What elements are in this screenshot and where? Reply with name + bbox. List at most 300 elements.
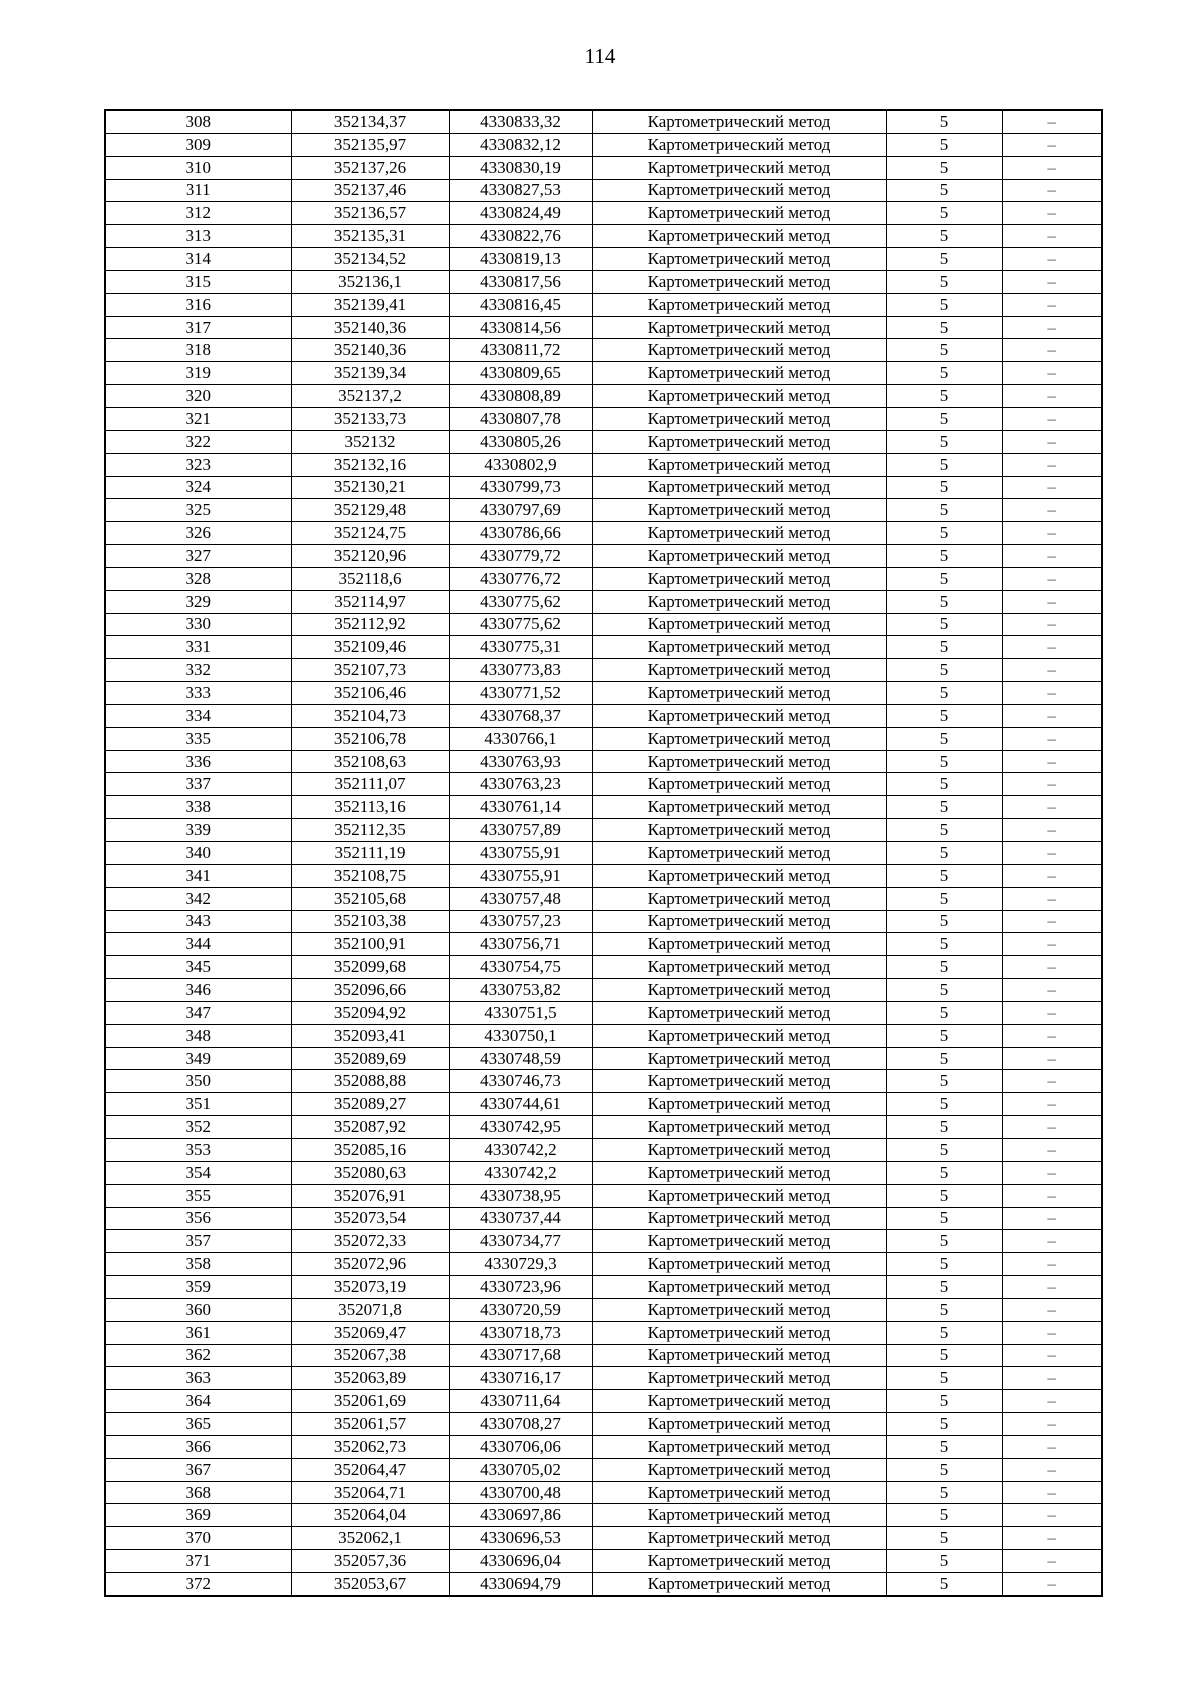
note-cell: – [1002,819,1102,842]
note-cell: – [1002,1435,1102,1458]
accuracy-cell: 5 [886,1458,1002,1481]
table-row [105,316,1102,339]
method-cell: Картометрический метод [592,430,886,453]
x-coordinate-cell: 352139,34 [291,362,449,385]
accuracy-cell: 5 [886,1161,1002,1184]
method-cell: Картометрический метод [592,362,886,385]
table-row [105,1184,1102,1207]
accuracy-cell: 5 [886,430,1002,453]
point-number-cell: 313 [105,225,291,248]
x-coordinate-cell: 352089,27 [291,1093,449,1116]
table-row [105,1253,1102,1276]
x-coordinate-cell: 352124,75 [291,522,449,545]
method-cell: Картометрический метод [592,133,886,156]
y-coordinate-cell: 4330773,83 [449,659,592,682]
method-cell: Картометрический метод [592,1047,886,1070]
accuracy-cell: 5 [886,1138,1002,1161]
y-coordinate-cell: 4330723,96 [449,1276,592,1299]
table-row [105,339,1102,362]
accuracy-cell: 5 [886,1093,1002,1116]
note-cell: – [1002,522,1102,545]
x-coordinate-cell: 352118,6 [291,567,449,590]
note-cell: – [1002,1298,1102,1321]
point-number-cell: 365 [105,1413,291,1436]
y-coordinate-cell: 4330744,61 [449,1093,592,1116]
x-coordinate-cell: 352062,73 [291,1435,449,1458]
table-row [105,1435,1102,1458]
table-row [105,727,1102,750]
point-number-cell: 364 [105,1390,291,1413]
accuracy-cell: 5 [886,1001,1002,1024]
point-number-cell: 358 [105,1253,291,1276]
method-cell: Картометрический метод [592,796,886,819]
table-row [105,1276,1102,1299]
y-coordinate-cell: 4330755,91 [449,864,592,887]
table-row [105,1321,1102,1344]
method-cell: Картометрический метод [592,545,886,568]
method-cell: Картометрический метод [592,225,886,248]
method-cell: Картометрический метод [592,819,886,842]
x-coordinate-cell: 352071,8 [291,1298,449,1321]
table-row [105,1550,1102,1573]
y-coordinate-cell: 4330718,73 [449,1321,592,1344]
table-row [105,453,1102,476]
method-cell: Картометрический метод [592,499,886,522]
note-cell: – [1002,1550,1102,1573]
note-cell: – [1002,796,1102,819]
accuracy-cell: 5 [886,636,1002,659]
y-coordinate-cell: 4330771,52 [449,682,592,705]
note-cell: – [1002,1230,1102,1253]
method-cell: Картометрический метод [592,453,886,476]
method-cell: Картометрический метод [592,385,886,408]
point-number-cell: 350 [105,1070,291,1093]
note-cell: – [1002,407,1102,430]
accuracy-cell: 5 [886,1207,1002,1230]
coordinates-table-body [105,110,1102,1596]
table-row [105,682,1102,705]
point-number-cell: 328 [105,567,291,590]
accuracy-cell: 5 [886,659,1002,682]
method-cell: Картометрический метод [592,476,886,499]
point-number-cell: 336 [105,750,291,773]
method-cell: Картометрический метод [592,1504,886,1527]
note-cell: – [1002,179,1102,202]
table-row [105,1527,1102,1550]
table-row [105,1093,1102,1116]
note-cell: – [1002,202,1102,225]
x-coordinate-cell: 352072,33 [291,1230,449,1253]
table-row [105,842,1102,865]
note-cell: – [1002,1001,1102,1024]
accuracy-cell: 5 [886,133,1002,156]
y-coordinate-cell: 4330775,62 [449,613,592,636]
y-coordinate-cell: 4330775,62 [449,590,592,613]
point-number-cell: 317 [105,316,291,339]
point-number-cell: 342 [105,887,291,910]
method-cell: Картометрический метод [592,590,886,613]
table-row [105,1413,1102,1436]
y-coordinate-cell: 4330748,59 [449,1047,592,1070]
table-row [105,293,1102,316]
method-cell: Картометрический метод [592,1573,886,1596]
method-cell: Картометрический метод [592,1298,886,1321]
point-number-cell: 368 [105,1481,291,1504]
y-coordinate-cell: 4330697,86 [449,1504,592,1527]
x-coordinate-cell: 352111,07 [291,773,449,796]
accuracy-cell: 5 [886,956,1002,979]
method-cell: Картометрический метод [592,864,886,887]
x-coordinate-cell: 352140,36 [291,316,449,339]
note-cell: – [1002,499,1102,522]
y-coordinate-cell: 4330700,48 [449,1481,592,1504]
accuracy-cell: 5 [886,179,1002,202]
x-coordinate-cell: 352088,88 [291,1070,449,1093]
accuracy-cell: 5 [886,362,1002,385]
point-number-cell: 321 [105,407,291,430]
note-cell: – [1002,545,1102,568]
accuracy-cell: 5 [886,248,1002,271]
x-coordinate-cell: 352061,69 [291,1390,449,1413]
point-number-cell: 371 [105,1550,291,1573]
x-coordinate-cell: 352120,96 [291,545,449,568]
table-row [105,1138,1102,1161]
point-number-cell: 334 [105,704,291,727]
x-coordinate-cell: 352107,73 [291,659,449,682]
table-row [105,270,1102,293]
table-row [105,522,1102,545]
x-coordinate-cell: 352104,73 [291,704,449,727]
accuracy-cell: 5 [886,819,1002,842]
table-row [105,864,1102,887]
y-coordinate-cell: 4330734,77 [449,1230,592,1253]
y-coordinate-cell: 4330808,89 [449,385,592,408]
table-row [105,590,1102,613]
y-coordinate-cell: 4330757,23 [449,910,592,933]
x-coordinate-cell: 352106,78 [291,727,449,750]
table-row [105,1230,1102,1253]
note-cell: – [1002,659,1102,682]
note-cell: – [1002,682,1102,705]
note-cell: – [1002,864,1102,887]
x-coordinate-cell: 352087,92 [291,1116,449,1139]
x-coordinate-cell: 352108,63 [291,750,449,773]
point-number-cell: 322 [105,430,291,453]
accuracy-cell: 5 [886,910,1002,933]
accuracy-cell: 5 [886,842,1002,865]
y-coordinate-cell: 4330757,89 [449,819,592,842]
y-coordinate-cell: 4330751,5 [449,1001,592,1024]
method-cell: Картометрический метод [592,910,886,933]
method-cell: Картометрический метод [592,1527,886,1550]
x-coordinate-cell: 352134,52 [291,248,449,271]
y-coordinate-cell: 4330742,2 [449,1138,592,1161]
x-coordinate-cell: 352112,92 [291,613,449,636]
point-number-cell: 324 [105,476,291,499]
table-row [105,750,1102,773]
x-coordinate-cell: 352093,41 [291,1024,449,1047]
y-coordinate-cell: 4330814,56 [449,316,592,339]
table-row [105,1504,1102,1527]
accuracy-cell: 5 [886,270,1002,293]
y-coordinate-cell: 4330737,44 [449,1207,592,1230]
point-number-cell: 341 [105,864,291,887]
point-number-cell: 366 [105,1435,291,1458]
accuracy-cell: 5 [886,407,1002,430]
table-row [105,1367,1102,1390]
table-row [105,133,1102,156]
method-cell: Картометрический метод [592,956,886,979]
accuracy-cell: 5 [886,385,1002,408]
y-coordinate-cell: 4330779,72 [449,545,592,568]
accuracy-cell: 5 [886,1504,1002,1527]
table-row [105,567,1102,590]
point-number-cell: 339 [105,819,291,842]
note-cell: – [1002,1070,1102,1093]
method-cell: Картометрический метод [592,1161,886,1184]
table-row [105,1390,1102,1413]
method-cell: Картометрический метод [592,1138,886,1161]
y-coordinate-cell: 4330696,53 [449,1527,592,1550]
note-cell: – [1002,430,1102,453]
table-row [105,385,1102,408]
y-coordinate-cell: 4330694,79 [449,1573,592,1596]
x-coordinate-cell: 352132,16 [291,453,449,476]
y-coordinate-cell: 4330776,72 [449,567,592,590]
x-coordinate-cell: 352137,46 [291,179,449,202]
table-row [105,476,1102,499]
point-number-cell: 315 [105,270,291,293]
point-number-cell: 327 [105,545,291,568]
accuracy-cell: 5 [886,590,1002,613]
y-coordinate-cell: 4330833,32 [449,110,592,133]
x-coordinate-cell: 352072,96 [291,1253,449,1276]
note-cell: – [1002,887,1102,910]
point-number-cell: 331 [105,636,291,659]
note-cell: – [1002,727,1102,750]
y-coordinate-cell: 4330738,95 [449,1184,592,1207]
y-coordinate-cell: 4330729,3 [449,1253,592,1276]
point-number-cell: 312 [105,202,291,225]
y-coordinate-cell: 4330811,72 [449,339,592,362]
table-row [105,1207,1102,1230]
y-coordinate-cell: 4330786,66 [449,522,592,545]
table-row [105,796,1102,819]
method-cell: Картометрический метод [592,727,886,750]
accuracy-cell: 5 [886,1276,1002,1299]
table-row [105,933,1102,956]
table-row [105,156,1102,179]
accuracy-cell: 5 [886,453,1002,476]
method-cell: Картометрический метод [592,339,886,362]
y-coordinate-cell: 4330805,26 [449,430,592,453]
accuracy-cell: 5 [886,110,1002,133]
method-cell: Картометрический метод [592,979,886,1002]
table-row [105,979,1102,1002]
note-cell: – [1002,1458,1102,1481]
y-coordinate-cell: 4330775,31 [449,636,592,659]
method-cell: Картометрический метод [592,522,886,545]
y-coordinate-cell: 4330817,56 [449,270,592,293]
x-coordinate-cell: 352062,1 [291,1527,449,1550]
method-cell: Картометрический метод [592,567,886,590]
table-row [105,1047,1102,1070]
accuracy-cell: 5 [886,1116,1002,1139]
note-cell: – [1002,590,1102,613]
x-coordinate-cell: 352136,57 [291,202,449,225]
y-coordinate-cell: 4330716,17 [449,1367,592,1390]
x-coordinate-cell: 352073,19 [291,1276,449,1299]
accuracy-cell: 5 [886,1573,1002,1596]
y-coordinate-cell: 4330802,9 [449,453,592,476]
y-coordinate-cell: 4330807,78 [449,407,592,430]
table-row [105,202,1102,225]
x-coordinate-cell: 352112,35 [291,819,449,842]
table-row [105,1161,1102,1184]
y-coordinate-cell: 4330755,91 [449,842,592,865]
y-coordinate-cell: 4330711,64 [449,1390,592,1413]
accuracy-cell: 5 [886,1298,1002,1321]
x-coordinate-cell: 352140,36 [291,339,449,362]
note-cell: – [1002,842,1102,865]
point-number-cell: 333 [105,682,291,705]
note-cell: – [1002,773,1102,796]
accuracy-cell: 5 [886,225,1002,248]
note-cell: – [1002,956,1102,979]
y-coordinate-cell: 4330746,73 [449,1070,592,1093]
table-row [105,659,1102,682]
table-row [105,1001,1102,1024]
x-coordinate-cell: 352073,54 [291,1207,449,1230]
y-coordinate-cell: 4330742,2 [449,1161,592,1184]
x-coordinate-cell: 352109,46 [291,636,449,659]
method-cell: Картометрический метод [592,1093,886,1116]
x-coordinate-cell: 352137,2 [291,385,449,408]
point-number-cell: 352 [105,1116,291,1139]
accuracy-cell: 5 [886,1527,1002,1550]
point-number-cell: 345 [105,956,291,979]
y-coordinate-cell: 4330822,76 [449,225,592,248]
x-coordinate-cell: 352080,63 [291,1161,449,1184]
point-number-cell: 363 [105,1367,291,1390]
y-coordinate-cell: 4330832,12 [449,133,592,156]
note-cell: – [1002,385,1102,408]
y-coordinate-cell: 4330705,02 [449,1458,592,1481]
method-cell: Картометрический метод [592,1070,886,1093]
point-number-cell: 308 [105,110,291,133]
y-coordinate-cell: 4330766,1 [449,727,592,750]
accuracy-cell: 5 [886,1481,1002,1504]
method-cell: Картометрический метод [592,1024,886,1047]
x-coordinate-cell: 352064,71 [291,1481,449,1504]
table-row [105,1458,1102,1481]
point-number-cell: 326 [105,522,291,545]
method-cell: Картометрический метод [592,1458,886,1481]
accuracy-cell: 5 [886,1413,1002,1436]
x-coordinate-cell: 352129,48 [291,499,449,522]
accuracy-cell: 5 [886,773,1002,796]
note-cell: – [1002,1344,1102,1367]
method-cell: Картометрический метод [592,704,886,727]
note-cell: – [1002,316,1102,339]
note-cell: – [1002,704,1102,727]
point-number-cell: 325 [105,499,291,522]
x-coordinate-cell: 352108,75 [291,864,449,887]
point-number-cell: 310 [105,156,291,179]
accuracy-cell: 5 [886,682,1002,705]
x-coordinate-cell: 352134,37 [291,110,449,133]
table-row [105,407,1102,430]
method-cell: Картометрический метод [592,1550,886,1573]
x-coordinate-cell: 352139,41 [291,293,449,316]
method-cell: Картометрический метод [592,1207,886,1230]
point-number-cell: 344 [105,933,291,956]
note-cell: – [1002,476,1102,499]
note-cell: – [1002,636,1102,659]
accuracy-cell: 5 [886,567,1002,590]
coordinates-table [104,109,1103,1597]
x-coordinate-cell: 352096,66 [291,979,449,1002]
x-coordinate-cell: 352105,68 [291,887,449,910]
method-cell: Картометрический метод [592,773,886,796]
method-cell: Картометрический метод [592,293,886,316]
x-coordinate-cell: 352130,21 [291,476,449,499]
accuracy-cell: 5 [886,1047,1002,1070]
y-coordinate-cell: 4330717,68 [449,1344,592,1367]
y-coordinate-cell: 4330761,14 [449,796,592,819]
table-row [105,1024,1102,1047]
x-coordinate-cell: 352069,47 [291,1321,449,1344]
note-cell: – [1002,1253,1102,1276]
note-cell: – [1002,225,1102,248]
y-coordinate-cell: 4330708,27 [449,1413,592,1436]
x-coordinate-cell: 352089,69 [291,1047,449,1070]
x-coordinate-cell: 352100,91 [291,933,449,956]
note-cell: – [1002,1116,1102,1139]
x-coordinate-cell: 352064,04 [291,1504,449,1527]
accuracy-cell: 5 [886,796,1002,819]
table-row [105,225,1102,248]
point-number-cell: 369 [105,1504,291,1527]
table-row [105,956,1102,979]
point-number-cell: 311 [105,179,291,202]
note-cell: – [1002,1161,1102,1184]
point-number-cell: 335 [105,727,291,750]
y-coordinate-cell: 4330827,53 [449,179,592,202]
point-number-cell: 357 [105,1230,291,1253]
accuracy-cell: 5 [886,933,1002,956]
point-number-cell: 332 [105,659,291,682]
point-number-cell: 351 [105,1093,291,1116]
x-coordinate-cell: 352076,91 [291,1184,449,1207]
note-cell: – [1002,750,1102,773]
point-number-cell: 355 [105,1184,291,1207]
accuracy-cell: 5 [886,1390,1002,1413]
note-cell: – [1002,248,1102,271]
accuracy-cell: 5 [886,545,1002,568]
method-cell: Картометрический метод [592,1435,886,1458]
method-cell: Картометрический метод [592,613,886,636]
point-number-cell: 338 [105,796,291,819]
accuracy-cell: 5 [886,613,1002,636]
accuracy-cell: 5 [886,979,1002,1002]
note-cell: – [1002,293,1102,316]
x-coordinate-cell: 352114,97 [291,590,449,613]
x-coordinate-cell: 352113,16 [291,796,449,819]
note-cell: – [1002,1093,1102,1116]
accuracy-cell: 5 [886,522,1002,545]
y-coordinate-cell: 4330742,95 [449,1116,592,1139]
